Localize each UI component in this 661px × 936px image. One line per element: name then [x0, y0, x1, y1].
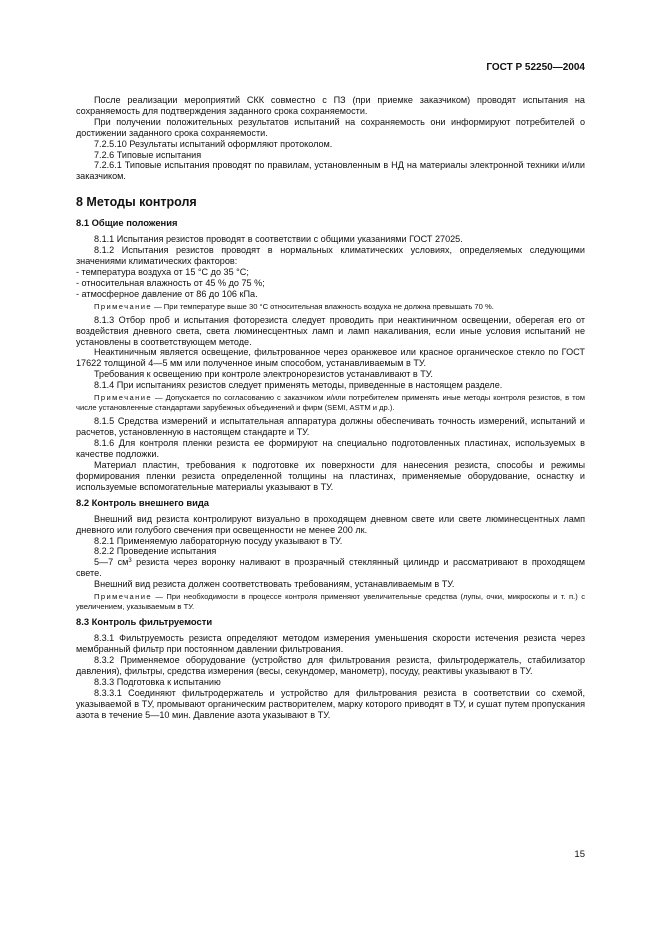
subsection-heading-8-2: 8.2 Контроль внешнего вида [76, 496, 210, 508]
paragraph: 8.1.4 При испытаниях резистов следует применять методы, приведенные в настоящем разделе. [94, 380, 503, 391]
subsection-heading-8-3: 8.3 Контроль фильтруемости [76, 616, 213, 628]
paragraph: 8.1.2 Испытания резистов проводят в нормальных климатических условиях, определяемых следующими значениями климатических факторов: [76, 244, 585, 266]
paragraph: Внешний вид резиста контролируют визуально в проходящем дневном свете или свете люминесцентных ламп дневного или голубого свечения при освещенности не менее 200 лк. [76, 513, 585, 535]
paragraph: Требования к освещению при контроле электронорезистов устанавливают в ТУ. [94, 369, 433, 380]
paragraph: Внешний вид резиста должен соответствовать требованиям, устанавливаемым в ТУ. [94, 579, 455, 590]
note [76, 393, 585, 413]
note-text: — Допускается по согласованию с заказчиком и/или потребителем применять иные методы контроля резистов, в том числе установленные стандартами зарубежных объединений и фирм (SEMI, ASTM и др.). [76, 393, 585, 413]
note [76, 302, 585, 312]
section-heading-8: 8 Методы контроля [76, 195, 197, 210]
paragraph: 7.2.6 Типовые испытания [94, 149, 202, 160]
paragraph: 8.3.1 Фильтруемость резиста определяют методом измерения уменьшения скорости истечения резиста через мембранный фильтр при постоянном давлении фильтрования. [76, 633, 585, 655]
paragraph: Неактиничным является освещение, фильтрованное через оранжевое или красное органическое стекло по ГОСТ 17622 толщиной 4—5 мм или полученное иным способом, устанавливаемым в ТУ. [76, 347, 585, 369]
page-number: 15 [574, 849, 585, 860]
paragraph-text: резиста через воронку наливают в прозрачный стеклянный цилиндр и рассматривают в проходящем свете. [76, 557, 585, 579]
subsection-heading-8-1: 8.1 Общие положения [76, 217, 178, 229]
paragraph: 7.2.5.10 Результаты испытаний оформляют протоколом. [94, 138, 333, 149]
paragraph: 8.3.2 Применяемое оборудование (устройство для фильтрования резиста, фильтродержатель, стабилизатор давления), фильтры, средства измерения (весы, секундомер, манометр), посуду, реактивы указывают в ТУ. [76, 655, 585, 677]
paragraph: 8.1.1 Испытания резистов проводят в соответствии с общими указаниями ГОСТ 27025. [94, 234, 463, 245]
paragraph [76, 557, 585, 579]
paragraph: 8.3.3.1 Соединяют фильтродержатель и устройство для фильтрования резиста в соответствии со схемой, указываемой в ТУ, промывают органическим растворителем, марку которого приводят в ТУ, и сушат путем пропускания азота в течение 5—10 мин. Давление азота указывают в ТУ. [76, 687, 585, 720]
standard-header: ГОСТ Р 52250—2004 [486, 62, 585, 73]
page-content [76, 95, 585, 721]
note-label: Примечание [94, 592, 152, 602]
paragraph: После реализации мероприятий СКК совместно с ПЗ (при приемке заказчиком) проводят испытания на сохраняемость для подтверждения заданного срока сохраняемости. [76, 95, 585, 116]
paragraph: При получении положительных результатов испытаний на сохраняемость они информируют потребителей о достижении заданного срока сохраняемости. [76, 116, 585, 138]
list-item: - температура воздуха от 15 °С до 35 °С; [76, 266, 249, 277]
paragraph: 8.1.5 Средства измерений и испытательная аппаратура должны обеспечивать точность измерений, испытаний и расчетов, установленную в настоящем стандарте и ТУ. [76, 416, 585, 438]
volume-text: 5—7 см [94, 557, 129, 568]
note-label: Примечание [94, 301, 152, 311]
list-item: - атмосферное давление от 86 до 106 кПа. [76, 288, 258, 299]
paragraph: Материал пластин, требования к подготовке их поверхности для нанесения резиста, способы и режимы формирования пленки резиста определенной толщины на пластинах, применяемые оборудование, оснастку и используемые вспомогательные материалы указывают в ТУ. [76, 460, 585, 492]
superscript: 3 [128, 558, 132, 565]
paragraph: 8.1.6 Для контроля пленки резиста ее формируют на специально подготовленных пластинах, используемых в качестве подложки. [76, 438, 585, 460]
note-label: Примечание [94, 393, 152, 403]
note-text: — При температуре выше 30 °С относительная влажность воздуха не должна превышать 70 %. [151, 301, 494, 311]
paragraph: 7.2.6.1 Типовые испытания проводят по правилам, установленным в НД на материалы электронной техники и/или заказчиком. [76, 160, 585, 182]
list-item: - относительная влажность от 45 % до 75 %; [76, 277, 265, 288]
paragraph: 8.2.2 Проведение испытания [94, 546, 217, 557]
paragraph: 8.2.1 Применяемую лабораторную посуду указывают в ТУ. [94, 535, 343, 546]
paragraph: 8.1.3 Отбор проб и испытания фоторезиста следует проводить при неактиничном освещении, оберегая его от воздействия дневного света, света люминесцентных ламп и ламп накаливания, если иные условия испытаний не установлены в соответствующем методе. [76, 314, 585, 347]
note-text: — При необходимости в процессе контроля применяют увеличительные средства (лупы, очки, микроскопы и т. п.) с увеличением, указываемым в ТУ. [76, 592, 585, 612]
paragraph: 8.3.3 Подготовка к испытанию [94, 676, 221, 687]
note [76, 592, 585, 612]
